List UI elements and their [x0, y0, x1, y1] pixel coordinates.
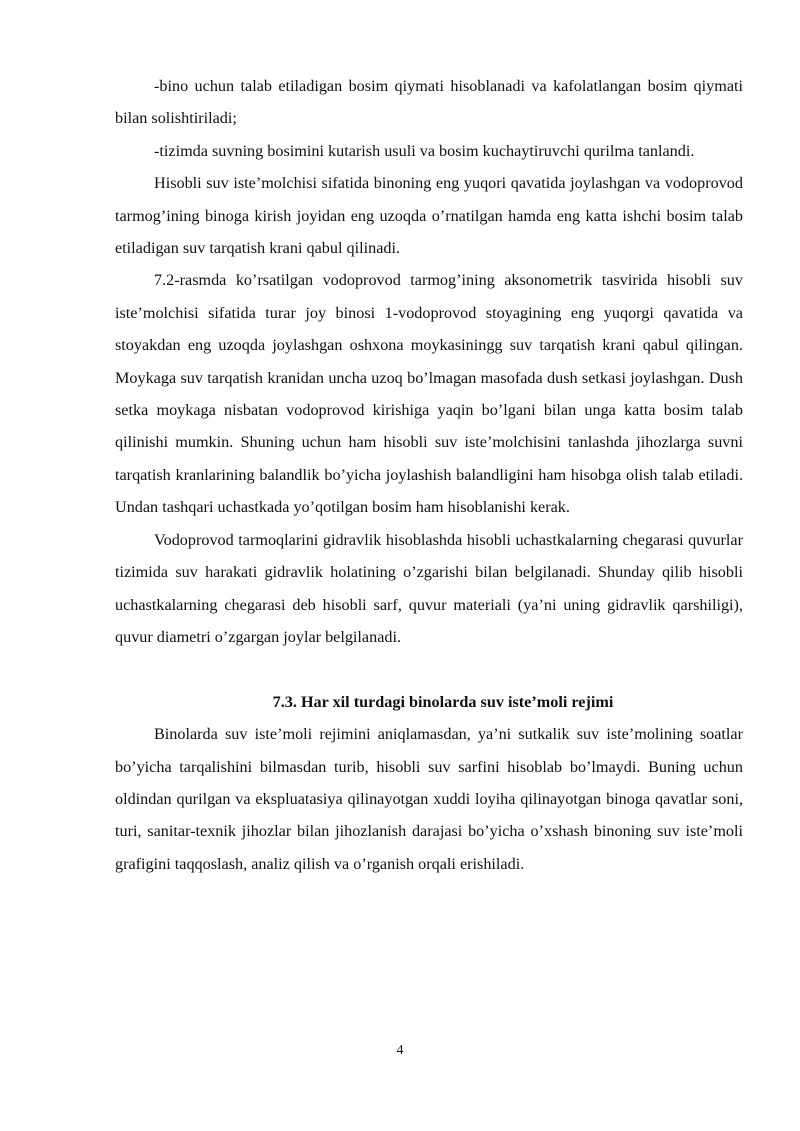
- document-page: [115, 70, 743, 880]
- paragraph: -tizimda suvning bosimini kutarish usuli va bosim kuchaytiruvchi qurilma tanlandi.: [154, 141, 695, 160]
- paragraph: -bino uchun talab etiladigan bosim qiymati hisoblanadi va kafolatlangan bosim qiymati bilan solishtiriladi;: [115, 77, 743, 128]
- paragraph: Hisobli suv iste’molchisi sifatida binoning eng yuqori qavatida joylashgan va vodoprovod tarmog’ining binoga kirish joyidan eng uzoqda o’rnatilgan hamda eng katta ishchi bosim talab etiladigan suv tarqatish krani qabul qilinadi.: [115, 174, 743, 258]
- paragraph: Binolarda suv iste’moli rejimini aniqlamasdan, ya’ni sutkalik suv iste’molining soatlar bo’yicha tarqalishini bilmasdan turib, hisobli suv sarfini hisoblab bo’lmaydi. Buning uchun oldindan qurilgan va ekspluatasiya qilinayotgan xuddi loyiha qilinayotgan binoga qavatlar soni, turi, sanitar-texnik jihozlar bilan jihozlanish darajasi bo’yicha o’xshash binoning suv iste’moli grafigini taqqoslash, analiz qilish va o’rganish orqali erishiladi.: [115, 725, 743, 873]
- paragraph: 7.2-rasmda ko’rsatilgan vodoprovod tarmog’ining aksonometrik tasvirida hisobli suv iste’molchisi sifatida turar joy binosi 1-vodoprovod stoyagining eng yuqorgi qavatida va stoyakdan eng uzoqda joylashgan oshxona moykasiningg suv tarqatish krani qabul qilingan. Moykaga suv tarqatish kranidan uncha uzoq bo’lmagan masofada dush setkasi joylashgan. Dush setka moykaga nisbatan vodoprovod kirishiga yaqin bo’lgani bilan unga katta bosim talab qilinishi mumkin. Shuning uchun ham hisobli suv iste’molchisini tanlashda jihozlarga suvni tarqatish kranlarining balandlik bo’yicha joylashish balandligini ham hisobga olish talab etiladi. Undan tashqari uchastkada yo’qotilgan bosim ham hisoblanishi kerak.: [115, 271, 743, 517]
- paragraph: Vodoprovod tarmoqlarini gidravlik hisoblashda hisobli uchastkalarning chegarasi quvurlar tizimida suv harakati gidravlik holatining o’zgarishi bilan belgilanadi. Shunday qilib hisobli uchastkalarning chegarasi deb hisobli sarf, quvur materiali (ya’ni uning gidravlik qarshiligi), quvur diametri o’zgargan joylar belgilanadi.: [115, 530, 743, 646]
- blank-line: [115, 653, 743, 685]
- page-number: 4: [396, 1043, 404, 1058]
- section-heading: 7.3. Har xil turdagi binolarda suv iste’moli rejimi: [272, 692, 614, 711]
